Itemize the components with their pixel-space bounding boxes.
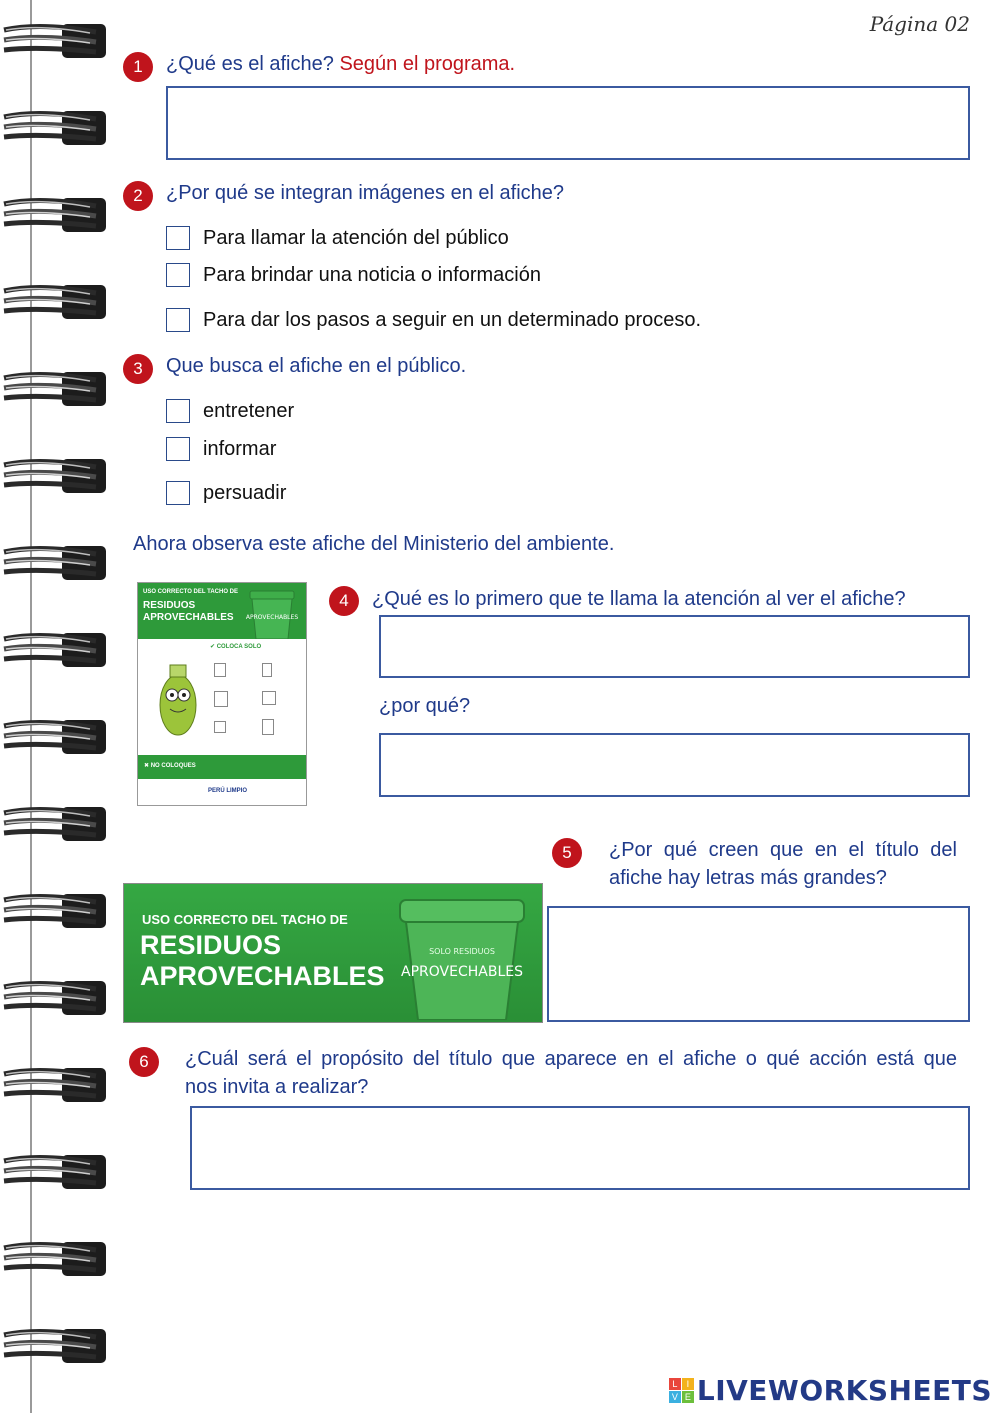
answer-box-6[interactable]	[190, 1106, 970, 1190]
q3-option-1-label: entretener	[203, 399, 295, 422]
q2-option-3	[166, 308, 701, 332]
liveworksheets-logo[interactable]	[669, 1374, 992, 1407]
question-5-line-1: ¿Por qué creen que en el título del	[609, 839, 957, 861]
poster-thumb-mascot	[152, 657, 204, 747]
q2-option-1	[166, 226, 509, 250]
poster-thumb-bin	[244, 587, 300, 639]
spiral-ring-icon	[0, 714, 110, 760]
spiral-ring-icon	[0, 627, 110, 673]
question-6-line-2: nos invita a realizar?	[185, 1076, 369, 1098]
logo-text: LIVEWORKSHEETS	[696, 1374, 992, 1407]
spiral-ring-icon	[0, 1062, 110, 1108]
question-4-text: ¿Qué es lo primero que te llama la atención al ver el afiche?	[372, 588, 906, 610]
question-number-6: 6	[129, 1047, 159, 1077]
spiral-ring-icon	[0, 1236, 110, 1282]
q2-option-3-label: Para dar los pasos a seguir en un determinado proceso.	[203, 308, 702, 331]
q2-option-1-label: Para llamar la atención del público	[203, 226, 509, 249]
intro-text: Ahora observa este afiche del Ministerio del ambiente.	[133, 533, 615, 555]
svg-text:SOLO RESIDUOS: SOLO RESIDUOS	[429, 947, 495, 956]
answer-box-1[interactable]	[166, 86, 970, 160]
svg-text:APROVECHABLES: APROVECHABLES	[401, 964, 523, 980]
poster-thumbnail	[137, 582, 307, 806]
q3-option-3	[166, 481, 286, 505]
question-4-sub: ¿por qué?	[379, 695, 471, 717]
question-1-text	[166, 53, 515, 76]
question-1-main: ¿Qué es el afiche?	[166, 53, 334, 75]
poster-thumb-place-label: ✔ COLOCA SOLO	[210, 644, 262, 650]
q2-option-2	[166, 263, 541, 287]
spiral-ring-icon	[0, 453, 110, 499]
svg-text:APROVECHABLES: APROVECHABLES	[245, 614, 299, 621]
spiral-ring-icon	[0, 366, 110, 412]
q3-option-3-checkbox[interactable]	[166, 481, 190, 505]
q2-option-3-checkbox[interactable]	[166, 308, 190, 332]
spiral-ring-icon	[0, 18, 110, 64]
question-3-text: Que busca el afiche en el público.	[166, 355, 467, 377]
q3-option-1-checkbox[interactable]	[166, 399, 190, 423]
spiral-ring-icon	[0, 540, 110, 586]
spiral-ring-icon	[0, 888, 110, 934]
poster-title-banner	[123, 883, 543, 1023]
question-number-3: 3	[123, 354, 153, 384]
spiral-ring-icon	[0, 801, 110, 847]
poster-thumb-title: RESIDUOS APROVECHABLES	[143, 600, 234, 623]
poster-thumb-no-place-label: ✖ NO COLOQUES	[144, 763, 196, 769]
q3-option-3-label: persuadir	[203, 481, 287, 504]
spiral-ring-icon	[0, 975, 110, 1021]
banner-title: RESIDUOS APROVECHABLES	[140, 930, 385, 991]
spiral-ring-icon	[0, 1149, 110, 1195]
q3-option-2	[166, 437, 276, 461]
page-label: Página 02	[869, 12, 970, 36]
question-5-line-2: afiche hay letras más grandes?	[609, 867, 887, 889]
logo-tiles: L I V E	[669, 1378, 694, 1403]
q2-option-2-label: Para brindar una noticia o información	[203, 263, 541, 286]
spiral-ring-icon	[0, 105, 110, 151]
poster-thumb-small-header: USO CORRECTO DEL TACHO DE	[143, 589, 239, 595]
banner-small-header: USO CORRECTO DEL TACHO DE	[142, 912, 348, 927]
answer-box-4b[interactable]	[379, 733, 970, 797]
question-2-text: ¿Por qué se integran imágenes en el afiche?	[166, 182, 565, 204]
poster-thumb-footer-brand: PERÚ LIMPIO	[208, 788, 248, 794]
question-number-5: 5	[552, 838, 582, 868]
q3-option-2-checkbox[interactable]	[166, 437, 190, 461]
answer-box-4a[interactable]	[379, 615, 970, 678]
spiral-ring-icon	[0, 1323, 110, 1369]
q2-option-2-checkbox[interactable]	[166, 263, 190, 287]
spiral-ring-icon	[0, 192, 110, 238]
question-number-2: 2	[123, 181, 153, 211]
question-number-1: 1	[123, 52, 153, 82]
q3-option-2-label: informar	[203, 437, 277, 460]
poster-thumb-items	[210, 659, 300, 739]
question-6-line-1: ¿Cuál será el propósito del título que aparece en el afiche o qué acción está que	[185, 1048, 957, 1070]
question-1-highlight: Según el programa.	[339, 53, 516, 75]
q3-option-1	[166, 399, 294, 423]
question-number-4: 4	[329, 586, 359, 616]
answer-box-5[interactable]	[547, 906, 970, 1022]
q2-option-1-checkbox[interactable]	[166, 226, 190, 250]
banner-bin-icon	[392, 896, 532, 1020]
spiral-ring-icon	[0, 279, 110, 325]
